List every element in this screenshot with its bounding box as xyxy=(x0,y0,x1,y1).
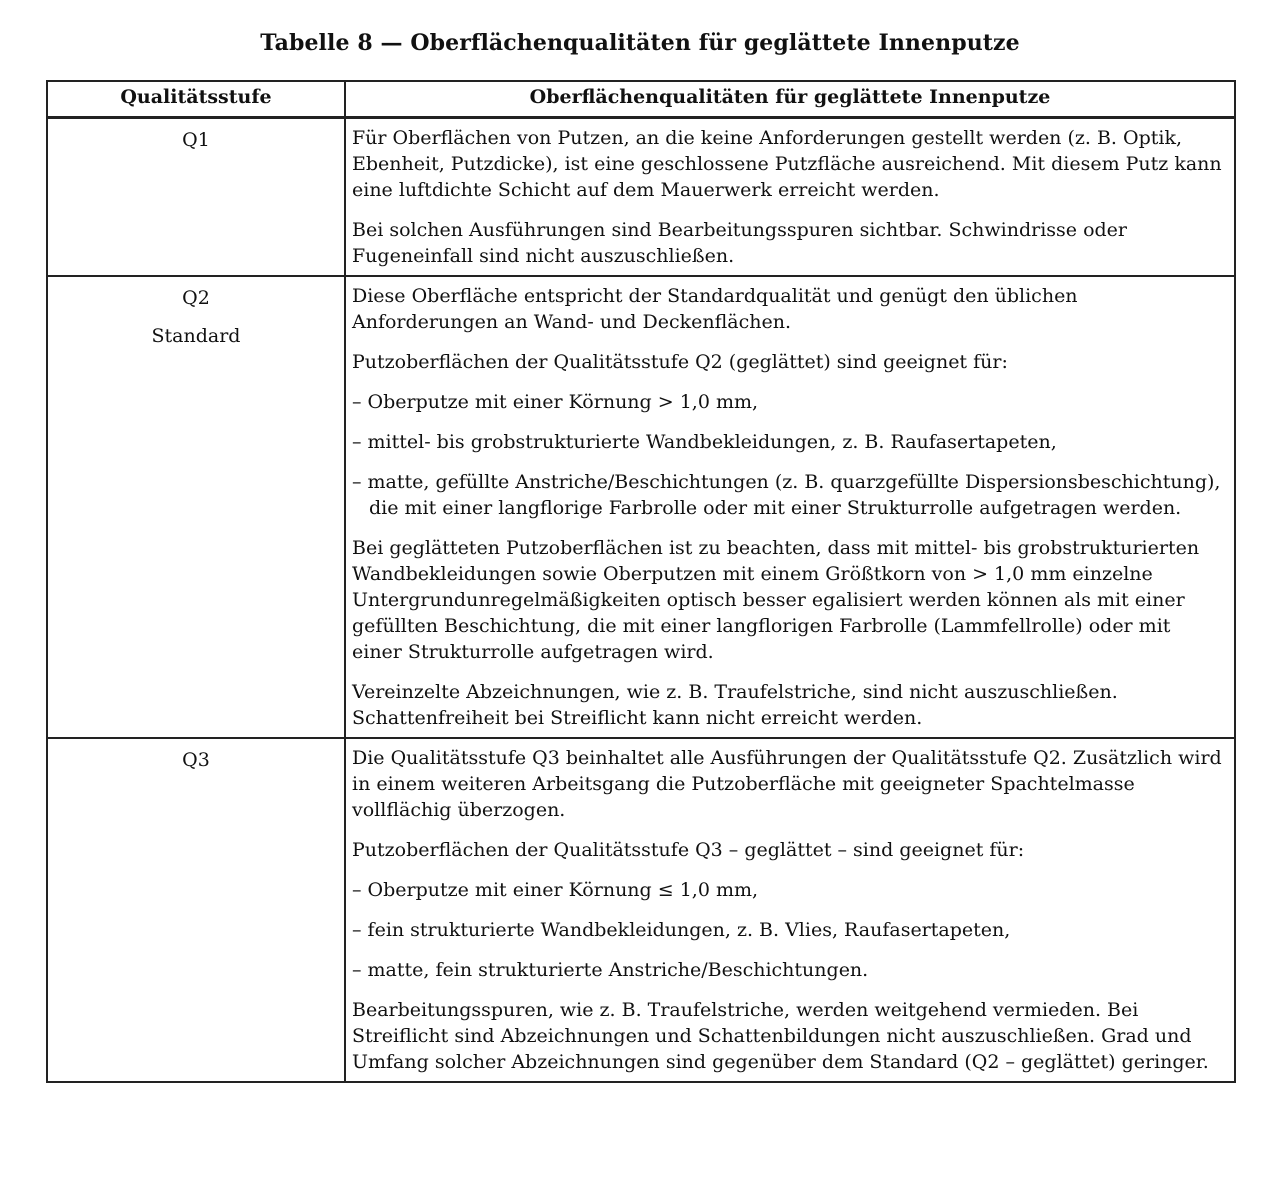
description-paragraph: Für Oberflächen von Putzen, an die keine Anforderungen gestellt werden (z. B. Optik, Ebenheit, Putzdicke), ist eine geschlossene Putzfläche ausreichend. Mit diesem Putz kann eine luftdichte Schicht auf dem Mauerwerk erreicht werden. xyxy=(352,127,1222,201)
quality-level-cell xyxy=(47,738,345,1082)
description-paragraph: Bei geglätteten Putzoberflächen ist zu beachten, dass mit mittel- bis grobstrukturierten Wandbekleidungen sowie Oberputzen mit einem Größtkorn von > 1,0 mm einzelne Untergrundunregelmäßigkeiten optisch besser egalisiert werden können als mit einer gefüllten Beschichtung, die mit einer langflorigen Farbrolle (Lammfellrolle) oder mit einer Strukturrolle aufgetragen wird. xyxy=(352,537,1200,663)
quality-level-label: Q1 xyxy=(182,129,210,151)
list-item: – matte, gefüllte Anstriche/Beschichtungen (z. B. quarzgefüllte Dispersionsbeschichtung), die mit einer langflorige Farbrolle oder mit einer Strukturrolle aufgetragen werden. xyxy=(352,471,1221,519)
list-item: – Oberputze mit einer Körnung ≤ 1,0 mm, xyxy=(352,879,759,901)
header-surface-qualities: Oberflächenqualitäten für geglättete Innenputze xyxy=(345,81,1235,118)
description-paragraph: Die Qualitätsstufe Q3 beinhaltet alle Ausführungen der Qualitätsstufe Q2. Zusätzlich wird in einem weiteren Arbeitsgang die Putzoberfläche mit geeigneter Spachtelmasse vollflächig überzogen. xyxy=(352,747,1222,821)
table-caption: Tabelle 8 — Oberflächenqualitäten für geglättete Innenputze xyxy=(260,30,1020,56)
list-item: – matte, fein strukturierte Anstriche/Beschichtungen. xyxy=(352,959,869,981)
list-item: – Oberputze mit einer Körnung > 1,0 mm, xyxy=(352,391,759,413)
quality-level-label: Q3 xyxy=(182,749,210,771)
description-paragraph: Diese Oberfläche entspricht der Standardqualität und genügt den üblichen Anforderungen an Wand- und Deckenflächen. xyxy=(352,285,1078,333)
table-header-row xyxy=(47,81,1235,118)
description-paragraph: Bearbeitungsspuren, wie z. B. Traufelstriche, werden weitgehend vermieden. Bei Streiflicht sind Abzeichnungen und Schattenbildungen nicht auszuschließen. Grad und Umfang solcher Abzeichnungen sind gegenüber dem Standard (Q2 – geglättet) geringer. xyxy=(352,999,1209,1073)
description-paragraph: Putzoberflächen der Qualitätsstufe Q3 – geglättet – sind geeignet für: xyxy=(352,839,1025,861)
quality-description-cell xyxy=(345,276,1235,738)
header-quality-level: Qualitätsstufe xyxy=(47,81,345,118)
table-row xyxy=(47,118,1235,277)
quality-level-cell xyxy=(47,118,345,277)
quality-description-cell xyxy=(345,118,1235,277)
table-row xyxy=(47,276,1235,738)
surface-quality-table xyxy=(46,80,1236,1083)
quality-level-cell xyxy=(47,276,345,738)
quality-level-sublabel: Standard xyxy=(151,325,241,347)
quality-description-cell xyxy=(345,738,1235,1082)
list-item: – fein strukturierte Wandbekleidungen, z. B. Vlies, Raufasertapeten, xyxy=(352,919,1011,941)
quality-level-label: Q2 xyxy=(182,287,210,309)
description-paragraph: Bei solchen Ausführungen sind Bearbeitungsspuren sichtbar. Schwindrisse oder Fugeneinfall sind nicht auszuschließen. xyxy=(352,219,1127,267)
table-row xyxy=(47,738,1235,1082)
description-paragraph: Vereinzelte Abzeichnungen, wie z. B. Traufelstriche, sind nicht auszuschließen. Schattenfreiheit bei Streiflicht kann nicht erreicht werden. xyxy=(352,681,1118,729)
description-paragraph: Putzoberflächen der Qualitätsstufe Q2 (geglättet) sind geeignet für: xyxy=(352,351,1008,373)
list-item: – mittel- bis grobstrukturierte Wandbekleidungen, z. B. Raufasertapeten, xyxy=(352,431,1057,453)
